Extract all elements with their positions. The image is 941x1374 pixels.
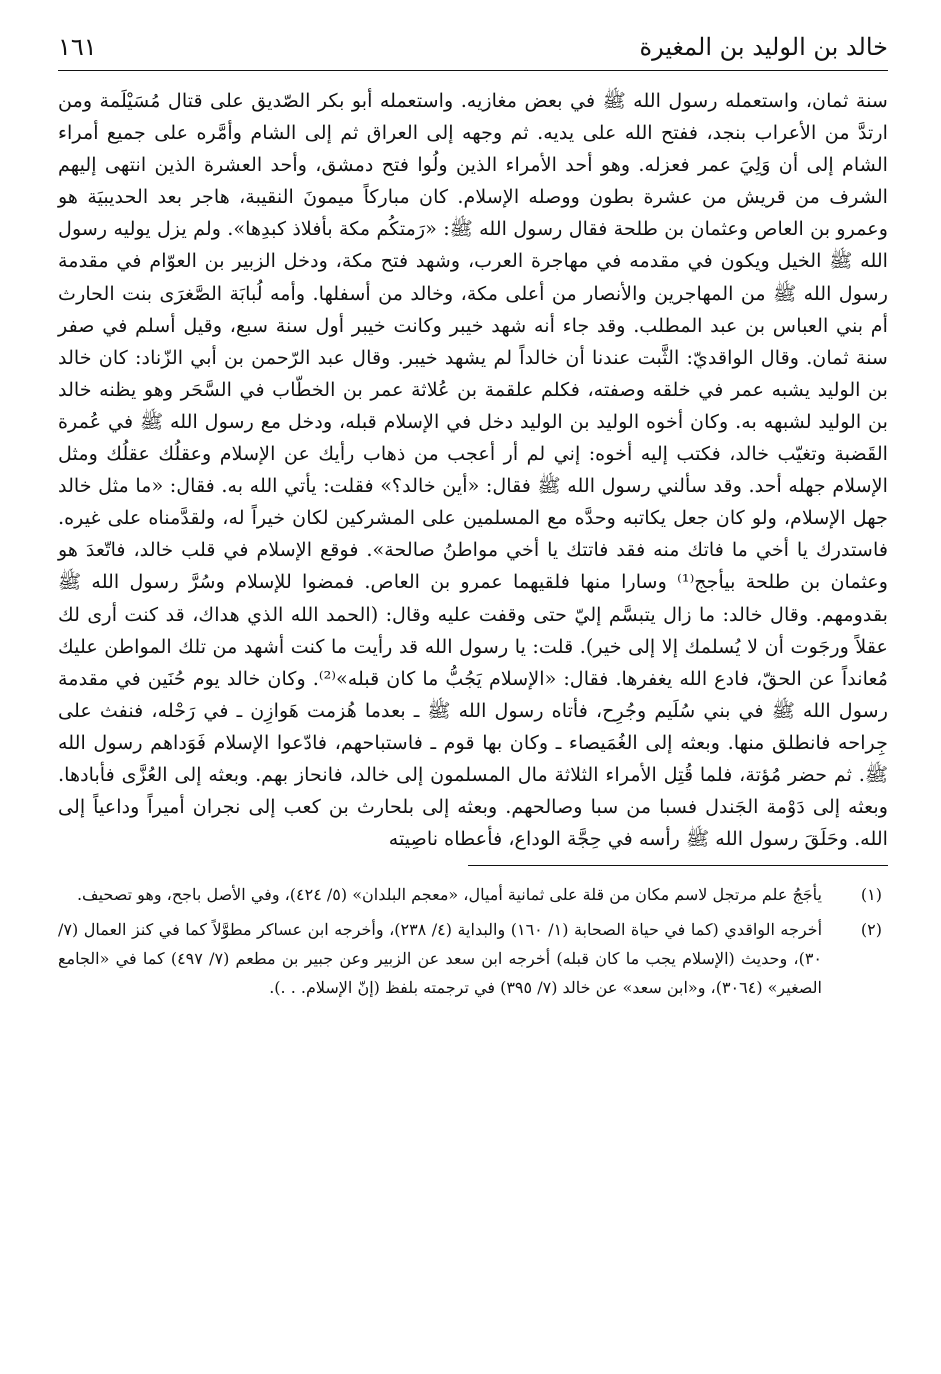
body-paragraph: سنة ثمان، واستعمله رسول الله ﷺ في بعض مغازيه. واستعمله أبو بكر الصّديق على قتال مُسَيْلَمة ومن ارتدَّ من الأعراب بنجد، ففتح الله على يديه. ثم وجهه إلى العراق ثم إلى الشام وأمَّره على جميع أمراء الشام إلى أن وَلِيَ عمر فعزله. وهو أحد الأمراء الذين ولُوا فتح دمشق، وأحد العشرة الذين انتهى إليهم الشرف من قريش من عشرة بطون ووصله الإسلام. كان مباركاً ميمونَ النقيبة، هاجر بعد الحديبيَة هو وعمرو بن العاص وعثمان بن طلحة فقال رسول الله ﷺ: «رَمتكُم مكة بأفلاذ كبدِها». ولم يزل يوليه رسول الله ﷺ الخيل ويكون في مقدمه في مهاجرة العرب، وشهد فتح مكة، ودخل الزبير بن العوّام في مقدمة رسول الله ﷺ من المهاجرين والأنصار من أعلى مكة، وخالد من أسفلها. وأمه لُبابَة الصَّغرَى بنت الحارث أم بني العباس بن عبد المطلب. وقد جاء أنه شهد خيبر وكانت خيبر أول سنة سبع، وقيل أسلم في صفر سنة ثمان. وقال الواقديّ: الثَّبت عندنا أن خالداً لم يشهد خيبر. وقال عبد الرّحمن بن أبي الزّناد: كان خالد بن الوليد يشبه عمر في خلقه وصفته، فكلم علقمة بن عُلاثة عمر بن الخطّاب في السَّحَر وهو يظنه خالد بن الوليد لشبهه به. وكان أخوه الوليد بن الوليد دخل في الإسلام قبله، ودخل مع رسول الله ﷺ في عُمرة القَضبة وتغيّب خالد، فكتب إليه أخوه: إني لم أر أعجب من ذهاب رأيك عن الإسلام وعقلُك عقلُك ومثل الإسلام جهله أحد. وقد سألني رسول الله ﷺ فقال: «أين خالد؟» فقلت: يأتي الله به. فقال: «ما مثل خالد جهل الإسلام، ولو كان جعل يكاتبه وحدَّه مع المسلمين على المشركين لكان خيراً له، ولقدَّمناه على غيره. فاستدرك يا أخي ما فاتك منه فقد فاتتك يا أخي مواطنُ صالحة». فوقع الإسلام في قلب خالد، فاتّعدَ هو وعثمان بن طلحة بيأجج⁽¹⁾ وسارا منها فلقيهما عمرو بن العاص. فمضوا للإسلام وسُرَّ رسول الله ﷺ بقدومهم. وقال خالد: ما زال يتبسَّم إليّ حتى وقفت عليه وقال: (الحمد الله الذي هداك، قد كنت أرى لك عقلاً ورجَوت أن لا يُسلمك إلا إلى خير). قلت: يا رسول الله قد رأيت ما كنت أشهد من تلك المواطن عليك مُعانداً عن الحقّ، فادع الله يغفرها. فقال: «الإسلام يَجُبُّ ما كان قبله»⁽²⁾. وكان خالد يوم حُنَين في مقدمة رسول الله ﷺ في بني سُلَيم وجُرِح، فأتاه رسول الله ﷺ ـ بعدما هُزمت هَوازِن ـ في رَحْله، فنفث على جِراحه فانطلق منها. وبعثه إلى الغُمَيصاء ـ وكان بها قوم ـ فاستباحهم، فادّعوا الإسلام فَوَداهم رسول الله ﷺ. ثم حضر مُؤتة، فلما قُتِل الأمراء الثلاثة مال المسلمون إلى خالد، فانحاز بهم. وبعثه إلى العُزَّى فأبادها. وبعثه إلى دَوْمة الجَندل فسبا من سبا وصالحهم. وبعثه إلى بلحارث بن كعب إلى نجران أميراً وداعياً إلى الله. وحَلَقَ رسول الله ﷺ رأسه في حِجَّة الوداع، فأعطاه ناصِيته (58, 89, 889, 851)
footnote-number: (٢) (860, 920, 882, 940)
footnote-text: أخرجه الواقدي (كما في حياة الصحابة (١/ ١٦٠) والبداية (٤/ ٢٣٨)، وأخرجه ابن عساكر مطوَّلاً كما في كنز العمال (٧/ ٣٠)، وحديث (الإسلام يجب ما كان قبله) أخرجه ابن سعد عن الزبير وعن جبير بن مطعم (٧/ ٤٩٧) كما في «الجامع الصغير» (٣٠٦٤)، و«ابن سعد» عن خالد (٧/ ٣٩٥) في ترجمته بلفظ (إنّ الإسلام. . .). (58, 920, 823, 998)
book-page (58, 28, 888, 1348)
running-title: خالد بن الوليد بن المغيرة (639, 33, 888, 61)
footnote-divider (468, 865, 888, 866)
footnotes (58, 880, 888, 1002)
footnote-2 (58, 915, 888, 1002)
footnote-text: يأجَجُ علم مرتجل لاسم مكان من قلة على ثمانية أميال، «معجم البلدان» (٥/ ٤٢٤)، وفي الأصل باجح، وهو تصحيف. (76, 885, 822, 905)
page-header (58, 28, 888, 71)
footnote-1 (58, 880, 888, 909)
main-text (58, 85, 888, 855)
page-number: ١٦١ (58, 33, 97, 61)
footnote-number: (١) (860, 885, 882, 905)
